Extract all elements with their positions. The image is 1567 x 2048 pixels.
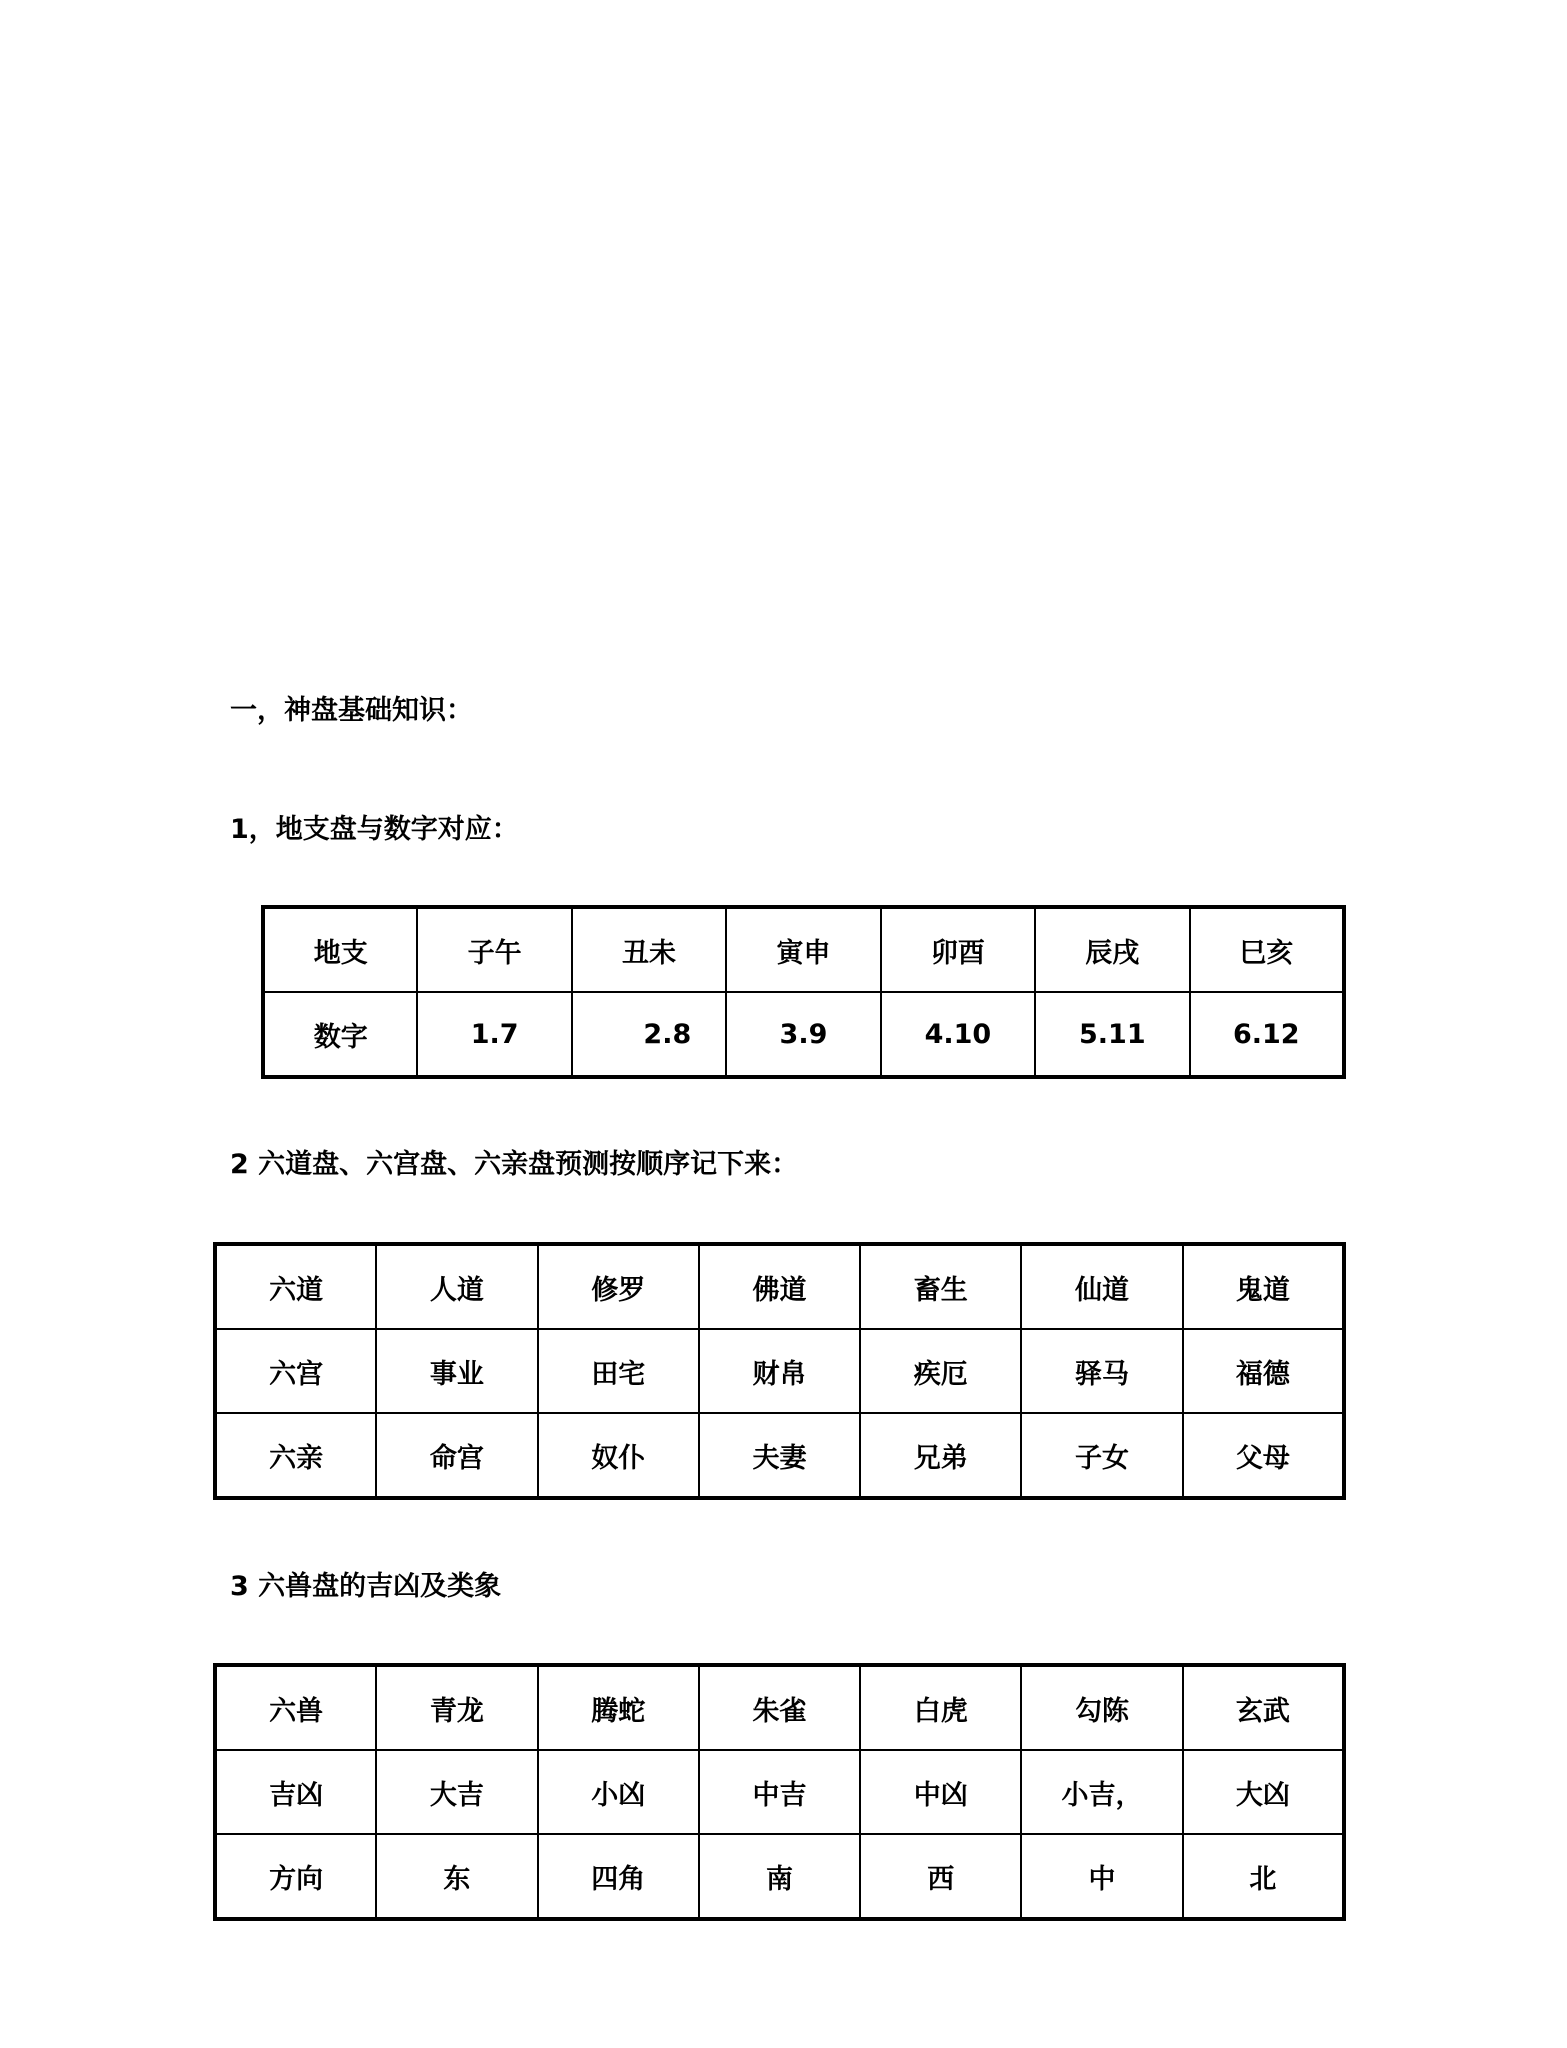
table-cell: 东 [376, 1834, 537, 1919]
section-heading-earthly-branches: 1，地支盘与数字对应： [230, 814, 519, 845]
table-cell: 福德 [1183, 1329, 1344, 1413]
table-cell: 吉凶 [215, 1750, 376, 1834]
table-cell: 南 [699, 1834, 860, 1919]
table-cell: 仙道 [1021, 1244, 1182, 1329]
table-cell: 六兽 [215, 1665, 376, 1750]
table-cell: 子午 [417, 907, 571, 992]
table-cell: 4.10 [881, 992, 1035, 1077]
table-cell: 奴仆 [538, 1413, 699, 1498]
table-cell: 辰戌 [1035, 907, 1189, 992]
six-paths-table [213, 1242, 1346, 1500]
table-cell: 数字 [263, 992, 417, 1077]
table-cell: 六道 [215, 1244, 376, 1329]
table-row [215, 1750, 1344, 1834]
table-cell: 6.12 [1190, 992, 1344, 1077]
table-cell: 命宫 [376, 1413, 537, 1498]
table-row [263, 992, 1344, 1077]
table-cell: 白虎 [860, 1665, 1021, 1750]
table-cell: 佛道 [699, 1244, 860, 1329]
table-cell: 夫妻 [699, 1413, 860, 1498]
table-cell: 中 [1021, 1834, 1182, 1919]
table-cell: 中凶 [860, 1750, 1021, 1834]
table-cell: 玄武 [1183, 1665, 1344, 1750]
table-cell: 大凶 [1183, 1750, 1344, 1834]
table-cell: 5.11 [1035, 992, 1189, 1077]
table-cell: 兄弟 [860, 1413, 1021, 1498]
table-row [215, 1413, 1344, 1498]
table-cell: 鬼道 [1183, 1244, 1344, 1329]
table-cell: 勾陈 [1021, 1665, 1182, 1750]
table-cell: 大吉 [376, 1750, 537, 1834]
table-cell: 六宫 [215, 1329, 376, 1413]
section-heading-main: 一，神盘基础知识： [230, 695, 473, 726]
section-heading-six-beasts: 3 六兽盘的吉凶及类象 [230, 1571, 502, 1602]
table-cell: 人道 [376, 1244, 537, 1329]
table-cell: 事业 [376, 1329, 537, 1413]
table-cell: 丑未 [572, 907, 726, 992]
table-cell: 寅申 [726, 907, 880, 992]
table-cell: 六亲 [215, 1413, 376, 1498]
table-cell: 小凶 [538, 1750, 699, 1834]
table-cell: 巳亥 [1190, 907, 1344, 992]
table-cell: 畜生 [860, 1244, 1021, 1329]
table-cell: 北 [1183, 1834, 1344, 1919]
table-cell: 青龙 [376, 1665, 537, 1750]
table-cell: 子女 [1021, 1413, 1182, 1498]
table-cell: 四角 [538, 1834, 699, 1919]
table-cell: 小吉， [1021, 1750, 1182, 1834]
table-cell: 3.9 [726, 992, 880, 1077]
branch-number-table [261, 905, 1346, 1079]
table-row [215, 1834, 1344, 1919]
table-row [215, 1329, 1344, 1413]
table-cell: 地支 [263, 907, 417, 992]
table-cell: 朱雀 [699, 1665, 860, 1750]
table-row [215, 1665, 1344, 1750]
table-row [263, 907, 1344, 992]
table-cell: 驿马 [1021, 1329, 1182, 1413]
table-cell: 1.7 [417, 992, 571, 1077]
table-cell: 腾蛇 [538, 1665, 699, 1750]
table-cell: 财帛 [699, 1329, 860, 1413]
table-cell: 中吉 [699, 1750, 860, 1834]
table-cell: 田宅 [538, 1329, 699, 1413]
table-cell: 卯酉 [881, 907, 1035, 992]
table-cell: 修罗 [538, 1244, 699, 1329]
section-heading-six-paths: 2 六道盘、六宫盘、六亲盘预测按顺序记下来： [230, 1149, 799, 1180]
table-cell: 2.8 [572, 992, 726, 1077]
table-cell: 方向 [215, 1834, 376, 1919]
table-cell: 疾厄 [860, 1329, 1021, 1413]
table-cell: 父母 [1183, 1413, 1344, 1498]
six-beasts-table [213, 1663, 1346, 1921]
table-row [215, 1244, 1344, 1329]
table-cell: 西 [860, 1834, 1021, 1919]
